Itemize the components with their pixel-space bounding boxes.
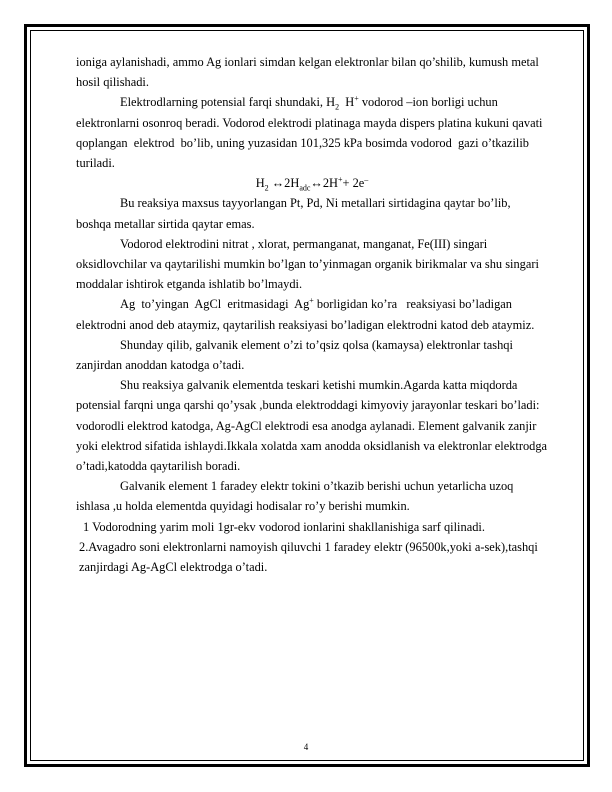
paragraph: Bu reaksiya maxsus tayyorlangan Pt, Pd, Ni metallari sirtidagina qaytar bo’lib, boshqa metallar sirtida qaytar emas. [76, 196, 511, 231]
paragraph: ioniga aylanishadi, ammo Ag ionlari simdan kelgan elektronlar bilan qo’shilib, kumush metal hosil qilishadi. [76, 55, 539, 90]
equation: $H_2$ $\leftrightarrow 2H_{adc}\leftrightarrow 2H^++ 2e^-$ [255, 175, 369, 193]
document-body [76, 52, 548, 577]
paragraph: 2.Avagadro soni elektronlarni namoyish qiluvchi 1 faradey elektr (96500k,yoki a-sek),tashqi zanjirdagi Ag-AgCl elektrodga o’tadi. [79, 539, 538, 575]
page-number: 4 [303, 742, 309, 752]
paragraph: Vodorod elektrodini nitrat , xlorat, permanganat, manganat, Fe(III) singari oksidlovchilar va qaytarilishi mumkin bo’lgan to’yinmagan organik birikmalar va shu singari moddalar ishtirok etganda ishlatib bo’lmaydi. [76, 236, 539, 292]
paragraph: 1 Vodorodning yarim moli 1gr-ekv vodorod ionlarini shakllanishiga sarf qilinadi. [83, 519, 485, 534]
paragraph: Galvanik element 1 faradey elektr tokini o’tkazib berishi uchun yetarlicha uzoq ishlasa ,u holda elementda quyidagi hodisalar ro’y berishi mumkin. [76, 479, 514, 514]
paragraph: Elektrodlarning potensial farqi shundaki, $H_2$ H+ vodorod –ion borligi uchun elektronlarni osonroq beradi. Vodorod elektrodi platinaga mayda dispers platina kukuni qavati qoplangan elektrod bo’lib, uning yuzasidan 101,325 kPa bosimda vodorod gazi o’tkazilib turiladi. [76, 94, 543, 171]
paragraph: Shunday qilib, galvanik element o’zi to’qsiz qolsa (kamaysa) elektronlar tashqi zanjirdan anoddan katodga o’tadi. [76, 337, 513, 373]
paragraph: Ag to’yingan AgCl eritmasidagi Ag+ borligidan ko’ra reaksiyasi bo’ladigan elektrodni anod deb ataymiz, qaytarilish reaksiyasi bo’ladigan elektrodni katod deb ataymiz. [76, 296, 535, 332]
paragraph: Shu reaksiya galvanik elementda teskari ketishi mumkin.Agarda katta miqdorda potensial farqni unga qarshi qo’ysak ,bunda elektroddagi kimyoviy jarayonlar teskari bo’ladi: vodorodli elektrod katodga, Ag-AgCl elektrodi esa anodga aylanadi. Element galvanik zanjir yoki elektrod sifatida ishlaydi.Ikkala xolatda xam anodda oksidlanish va elektronlar elektrodga o’tadi,katodda qaytarilish boradi. [76, 378, 548, 474]
